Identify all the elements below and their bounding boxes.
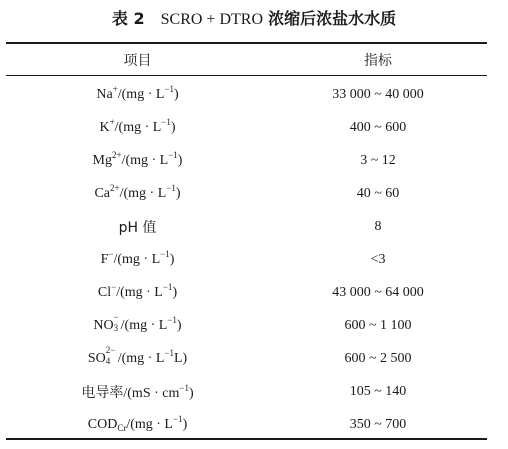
row-parameter: NO − 3 $/(mg \cdot L^{-1})$ <box>93 312 182 334</box>
row-parameter: $Cl^-/(mg \cdot L^{-1})$ <box>97 281 178 300</box>
row-parameter: $COD_{Cr}/(mg \cdot L^{-1})$ <box>87 413 188 433</box>
table-row <box>6 309 487 342</box>
caption-process-name: SCRO + DTRO <box>160 11 263 28</box>
row-value: 350 ~ 700 <box>349 416 407 432</box>
row-value: 3 ~ 12 <box>360 152 396 168</box>
table-row <box>6 408 487 441</box>
row-parameter: $Ca^{2+}/(mg \cdot L^{-1})$ <box>94 182 181 201</box>
table-row <box>6 375 487 408</box>
row-value: 105 ~ 140 <box>349 383 407 399</box>
table-row <box>6 78 487 111</box>
header-parameter: 项目 <box>123 52 152 69</box>
table-row <box>6 144 487 177</box>
row-value: 8 <box>374 218 382 234</box>
row-parameter: $F^-/(mg \cdot L^{-1})$ <box>100 248 175 267</box>
row-value: 400 ~ 600 <box>349 119 407 135</box>
table-body <box>6 78 487 441</box>
table-number: 表 2 <box>111 9 145 28</box>
row-parameter: SO 2− 4 $/(mg \cdot L^{-1}L)$ <box>87 345 188 367</box>
row-value: 43 000 ~ 64 000 <box>332 284 424 300</box>
table-row <box>6 342 487 375</box>
row-value: <3 <box>370 251 386 267</box>
table-row <box>6 276 487 309</box>
table-bottom-rule <box>6 438 487 440</box>
row-value: 600 ~ 1 100 <box>344 317 412 333</box>
table-row <box>6 111 487 144</box>
table-row <box>6 210 487 243</box>
table-row <box>6 177 487 210</box>
row-parameter: 电导率$/(mS \cdot cm^{-1})$ <box>81 382 194 401</box>
caption-title: 浓缩后浓盐水水质 <box>268 9 397 28</box>
row-parameter: $K^+/(mg \cdot L^{-1})$ <box>99 116 176 135</box>
row-parameter: $Na^+/(mg \cdot L^{-1})$ <box>96 83 179 102</box>
table-header-rule <box>6 75 487 76</box>
table-header-row <box>6 44 487 75</box>
row-value: 40 ~ 60 <box>356 185 400 201</box>
table-caption <box>0 7 508 32</box>
row-parameter: $Mg^{2+}/(mg \cdot L^{-1})$ <box>92 149 183 168</box>
row-value: 600 ~ 2 500 <box>344 350 412 366</box>
table-row <box>6 243 487 276</box>
row-parameter: pH 值 <box>118 219 157 236</box>
row-value: 33 000 ~ 40 000 <box>332 86 424 102</box>
header-value: 指标 <box>364 52 392 69</box>
